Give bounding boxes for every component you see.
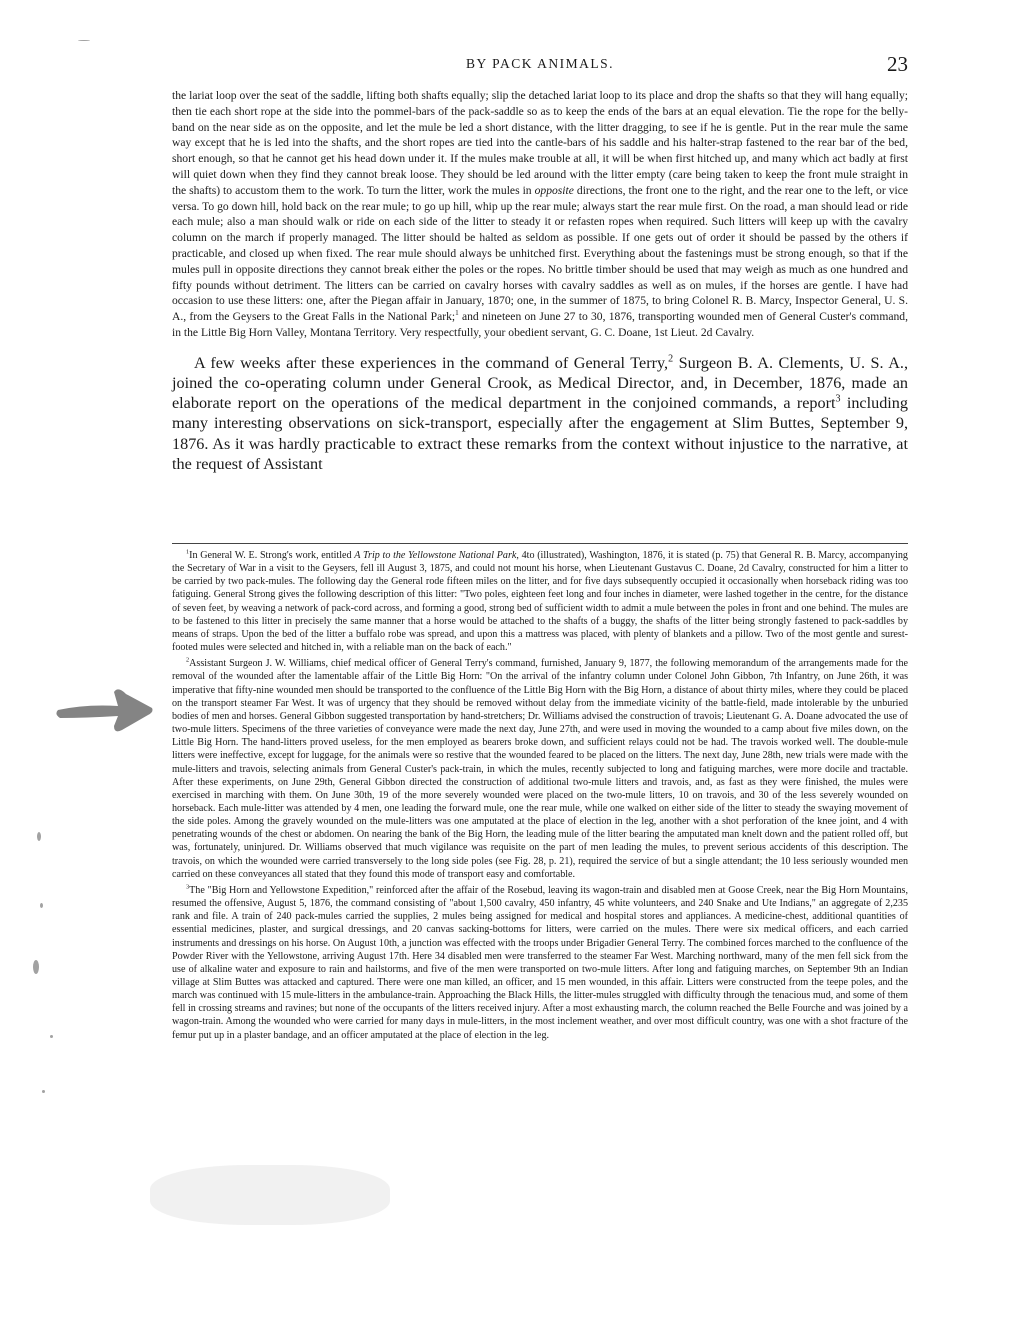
footnote-ref-2: 2 (668, 353, 674, 365)
scan-speck (78, 40, 90, 41)
page-header (172, 52, 908, 78)
scan-speck (50, 1035, 53, 1038)
footnote-1-number: 1 (186, 548, 190, 556)
footnote-3 (172, 884, 908, 1042)
footnote-1-book-title: A Trip to the Yellowstone National Park (354, 550, 517, 561)
footnote-rule (172, 543, 908, 544)
para1-emphasis: opposite (534, 183, 574, 197)
scan-smudge-bottom (150, 1165, 390, 1225)
body-paragraph-2 (172, 353, 908, 474)
para1-text: the lariat loop over the seat of the saddle, lifting both shafts equally; slip the detached lariat loop to its place and drop the shafts so that they will hang equally; then tie each short rope at the side into the pommel-bars of the pack-saddle so as to keep the ends of the bars at an equal elevation. Tie the rope for the belly-band on the near side as on the opposite, and let the mule be led a short distance, with the litter dragging, to see if he is gentle. Put in the rear mule the same way except that he is led into the shafts, and the short ropes are tied into the cantle-bars of his saddle and his halter-strap fastened to the rear bar of the bed, short enough, so that he cannot get his head down under it. If the mules make trouble at all, it will be when first hitched up, and many which act badly at first will quiet down when they find they cannot break loose. They should be led around with the litter empty (care being taken to keep the front mule straight in the shafts) to accustom them to the work. To turn the litter, work the mules in (172, 89, 908, 197)
footnote-2-number: 2 (186, 656, 190, 664)
footnote-2 (172, 657, 908, 881)
running-head: BY PACK ANIMALS. (466, 56, 614, 71)
footnote-3-number: 3 (186, 883, 190, 891)
para2-text-c: including many interesting observations on sick-transport, especially after the engagement at Slim Buttes, September 9, 1876. As it was hardly practicable to extract these remarks from the context without injustice to the narrative, at the request of Assistant (172, 394, 908, 473)
footnotes (172, 549, 908, 1045)
hand-drawn-arrow-icon (56, 672, 156, 742)
body-paragraph-1 (172, 88, 908, 341)
para2-text-b: Surgeon B. A. Clements, U. S. A., joined the co-operating column under General Crook, as Medical Director, and, in December, 1876, made an elaborate report on the operations of the medical department in the conjoined commands, a report (172, 353, 908, 413)
scan-speck (42, 1090, 45, 1093)
footnote-1-text-a: In General W. E. Strong's work, entitled (189, 550, 355, 561)
para1-text-b: directions, the front one to the right, and the rear one to the left, or vice versa. To go down hill, hold back on the rear mule; to go up hill, whip up the rear mule; always start the rear mule first. On the road, a man should lead or ride each mule; also a man should walk or ride on each side of the litter to steady it or refasten ropes when required. Such litters will keep up with the cavalry column on the march if properly managed. The litter should be halted as seldom as possible. If one gets out of order it should be passed by the others if practicable, and closed up when fixed. The rear mule should always be unhitched first. Everything about the fastenings must be strong enough, so that if the mules pull in opposite directions they cannot break either the poles or the ropes. No brittle timber should be used that may weigh as much as one hundred and fifty pounds without detriment. The litters can be carried on cavalry horses with cavalry saddles as well as on mules, if the horses are gentle. I have had occasion to use these litters: one, after the Piegan affair in January, 1870; one, in the summer of 1875, to bring Colonel R. B. Marcy, Inspector General, U. S. A., from the Geysers to the Great Falls in the National Park; (172, 183, 908, 324)
footnote-ref-3: 3 (835, 393, 841, 405)
scan-speck (40, 903, 43, 908)
footnote-1 (172, 549, 908, 654)
scan-speck (37, 832, 41, 841)
footnote-ref-1: 1 (455, 309, 459, 318)
page-number: 23 (887, 52, 908, 76)
para1-text-c: and nineteen on June 27 to 30, 1876, transporting wounded men of General Custer's command, in the Little Big Horn Valley, Montana Territory. Very respectfully, your obedient servant, G. C. Doane, 1st Lieut. 2d Cavalry. (172, 310, 908, 339)
footnote-3-text: The "Big Horn and Yellowstone Expedition," reinforced after the affair of the Rosebud, leaving its wagon-train and disabled men at Goose Creek, near the Big Horn Mountains, resumed the offensive, August 5, 1876, the command consisting of "about 1,500 cavalry, 450 infantry, 45 white volunteers, and 240 Snake and Ute Indians," an aggregate of 2,235 rank and file. A train of 240 pack-mules carried the supplies, 2 mules being assigned for medical and hospital stores and appliances. A medicine-chest, additional quantities of essential medicines, plaster, and surgical dressings, and 20 canvas sacking-bottoms for litters, were carried on the mules. There were six medical officers, and each carried instruments and dressings on his horse. On August 10th, a junction was effected with the troops under Brigadier General Terry. The combined forces marched to the confluence of the Powder River with the Yellowstone, arriving August 17th. Here 34 disabled men were transferred to the steamer Far West. Marching northward, many of the men fell sick from the use of alkaline water and exposure to rain and hailstorms, and five of the men were transported on two-mule litters. After long and fatiguing marches, on September 9th an Indian village at Slim Buttes was attacked and captured. There were one man killed, an officer, and 15 men wounded, in this affair. Litters were constructed from the teepe poles, and the march was continued with 15 mule-litters in the ambulance-train. Approaching the Black Hills, the litter-mules struggled with difficulty through the tenacious mud, and some of them fell in crossing streams and ravines; but none of the occupants of the litters received injury. After a most exhausting march, the column reached the Belle Fourche and was joined by a wagon-train. Among the wounded who were carried for many days in mule-litters, in the most inclement weather, and over most difficult country, was one with a shot fracture of the femur put up in a plaster bandage, and an officer amputated at the place of election in the leg. (172, 884, 908, 1041)
footnote-1-text-b: , 4to (illustrated), Washington, 1876, it is stated (p. 75) that General R. B. Marcy, accompanying the Secretary of War in a visit to the Geysers, fell ill August 3, 1875, and could not mount his horse, when Lieutenant Gustavus C. Doane, 2d Cavalry, constructed for him a litter to be carried by two pack-mules. The following day the General rode fifteen miles on the litter, and for five days subsequently occupied it occasionally when horseback riding was too fatiguing. General Strong gives the following description of this litter: "Two poles, eighteen feet long and four inches in diameter, were lashed together in the centre, for the distance of seven feet, by weaving a network of pack-cord across, and forming a good, strong bed of sufficient width to admit a mule between the poles in front and one behind. The mules are to be fastened to this litter in precisely the same manner that a horse would be attached to the shafts of a buggy, the shafts of the litter being strongly fastened to pack-saddles by means of straps. Upon the bed of the litter a buffalo robe was spread, and upon this a mattress was placed, with plenty of blankets and a pillow. Two of the most gentle and surest-footed mules were selected and hitched in, with a reliable man on the back of each." (172, 550, 908, 654)
scan-speck (33, 960, 39, 974)
footnote-2-text: Assistant Surgeon J. W. Williams, chief medical officer of General Terry's command, furnished, January 9, 1877, the following memorandum of the arrangements made for the removal of the wounded after the lamentable affair of the Little Big Horn: "On the arrival of the infantry column under Colonel John Gibbon, 7th Infantry, on June 26th, it was imperative that fifty-nine wounded men should be transported to the confluence of the Little Big Horn with the Big Horn, a distance of about thirty miles, where they could be placed on the transport steamer Far West. It was of urgency that they should be removed without delay from the immediate vicinity of the battle-field, made intolerable by the unburied bodies of men and horses. General Gibbon suggested transportation by hand-stretchers; Dr. Williams advised the construction of travois; Lieutenant G. A. Doane advocated the use of two-mule litters. Specimens of the three varieties of conveyance were made the next day, June 27th, and were used in moving the wounded to a camp about five miles down, on the Little Big Horn. The hand-litters proved useless, for the men employed as bearers broke down, and sufficient relays could not be had. The travois worked well. The double-mule litters were ineffective, except for luggage, for the animals were so restive that the wounded feared to be placed on the litters. The next day, June 28th, new trials were made with the mule-litters and travois, selecting animals from General Custer's pack-train, in which the mules, recently subjected to long and fatiguing marches, were more docile and tractable. After these experiments, on June 29th, General Gibbon directed the construction of additional two-mule litters and travois, and, as fast as they were finished, the mules were exercised in marching with them. On June 30th, 19 of the more severely wounded were placed on the two-mule litters, 10 on travois, and 30 of the less severely wounded on horseback. Each mule-litter was attended by 4 men, one leading the forward mule, one the rear mule, while one walked on either side of the litter to steady the swaying movement of the side poles. Among the gravely wounded on the mule-litters was one amputated at the place of election in the leg, another with a shot perforation of the knee joint, and 4 with penetrating wounds of the chest or abdomen. On nearing the bank of the Big Horn, the leading mule of the litter bearing the amputated man knelt down and the patient rolled off, but was, fortunately, uninjured. Dr. Williams observed that much vigilance was requisite on the part of men leading the mules, to prevent serious accidents of this description. The travois, on which the wounded were carried transversely to the long side poles (see Fig. 28, p. 21), required the service of but a single attendant; the 10 less seriously wounded men carried on these conveyances all stated that they found this mode of transport easy and comfortable. (172, 658, 908, 880)
para2-text-a: A few weeks after these experiences in the command of General Terry, (194, 353, 669, 372)
main-text (172, 88, 908, 474)
